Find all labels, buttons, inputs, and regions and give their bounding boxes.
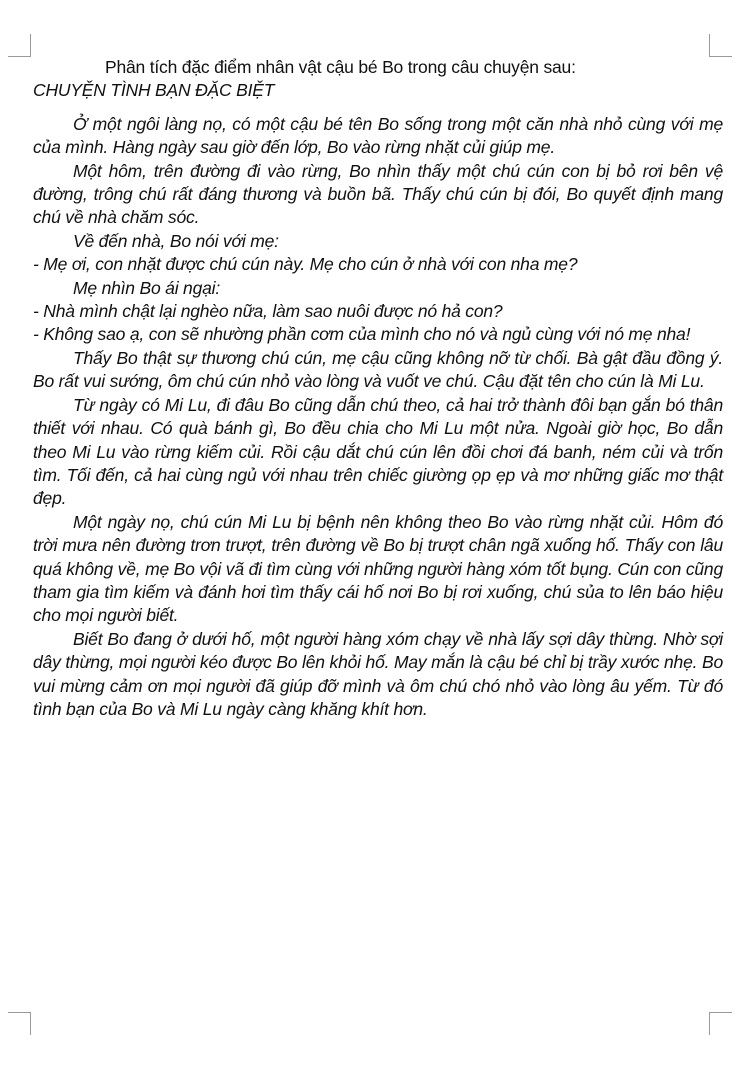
page-corner-top-right <box>709 34 732 57</box>
dialogue-line: - Nhà mình chật lại nghèo nữa, làm sao nuôi được nó hả con? <box>33 301 503 322</box>
dialogue-line: - Mẹ ơi, con nhặt được chú cún này. Mẹ cho cún ở nhà với con nha mẹ? <box>33 254 578 275</box>
dialogue-line: - Không sao ạ, con sẽ nhường phần cơm của mình cho nó và ngủ cùng với nó mẹ nha! <box>33 324 691 345</box>
story-paragraph: Một hôm, trên đường đi vào rừng, Bo nhìn thấy một chú cún con bị bỏ rơi bên vệ đường, trông chú rất đáng thương và buồn bã. Thấy chú cún bị đói, Bo quyết định mang chú về nhà chăm sóc. <box>33 160 723 228</box>
document-body <box>33 56 723 721</box>
story-paragraph: Về đến nhà, Bo nói với mẹ: <box>73 230 279 251</box>
page-corner-bottom-left <box>8 1012 31 1035</box>
story-paragraph: Biết Bo đang ở dưới hố, một người hàng xóm chạy về nhà lấy sợi dây thừng. Nhờ sợi dây thừng, mọi người kéo được Bo lên khỏi hố. May mắn là cậu bé chỉ bị trầy xước nhẹ. Bo vui mừng cảm ơn mọi người đã giúp đỡ mình và ôm chú chó nhỏ vào lòng âu yếm. Từ đó tình bạn của Bo và Mi Lu ngày càng khăng khít hơn. <box>33 628 723 719</box>
story-paragraph: Ở một ngôi làng nọ, có một cậu bé tên Bo sống trong một căn nhà nhỏ cùng với mẹ của mình. Hàng ngày sau giờ đến lớp, Bo vào rừng nhặt củi giúp mẹ. <box>33 113 723 158</box>
story-paragraph: Mẹ nhìn Bo ái ngại: <box>73 277 220 298</box>
story-paragraph: Thấy Bo thật sự thương chú cún, mẹ cậu cũng không nỡ từ chối. Bà gật đầu đồng ý. Bo rất vui sướng, ôm chú cún nhỏ vào lòng và vuốt ve chú. Cậu đặt tên cho cún là Mi Lu. <box>33 347 723 392</box>
page-corner-top-left <box>8 34 31 57</box>
instruction-line: Phân tích đặc điểm nhân vật cậu bé Bo trong câu chuyện sau: <box>105 57 576 77</box>
story-paragraph: Từ ngày có Mi Lu, đi đâu Bo cũng dẫn chú theo, cả hai trở thành đôi bạn gắn bó thân thiết với nhau. Có quà bánh gì, Bo đều chia cho Mi Lu một nửa. Ngoài giờ học, Bo dẫn theo Mi Lu vào rừng kiếm củi. Rồi cậu dắt chú cún lên đồi chơi đá banh, ném củi và trốn tìm. Tối đến, cả hai cùng ngủ với nhau trên chiếc giường ọp ẹp và mơ những giấc mơ thật đẹp. <box>33 394 723 509</box>
page-corner-bottom-right <box>709 1012 732 1035</box>
story-paragraph: Một ngày nọ, chú cún Mi Lu bị bệnh nên không theo Bo vào rừng nhặt củi. Hôm đó trời mưa nên đường trơn trượt, trên đường về Bo bị trượt chân ngã xuống hố. Thấy con lâu quá không về, mẹ Bo vội vã đi tìm cùng với những người hàng xóm tốt bụng. Cún con cũng tham gia tìm kiếm và đánh hơi tìm thấy cái hố nơi Bo bị rơi xuống, chú sủa to lên báo hiệu cho mọi người biết. <box>33 511 723 626</box>
story-title: CHUYỆN TÌNH BẠN ĐẶC BIỆT <box>33 80 275 101</box>
